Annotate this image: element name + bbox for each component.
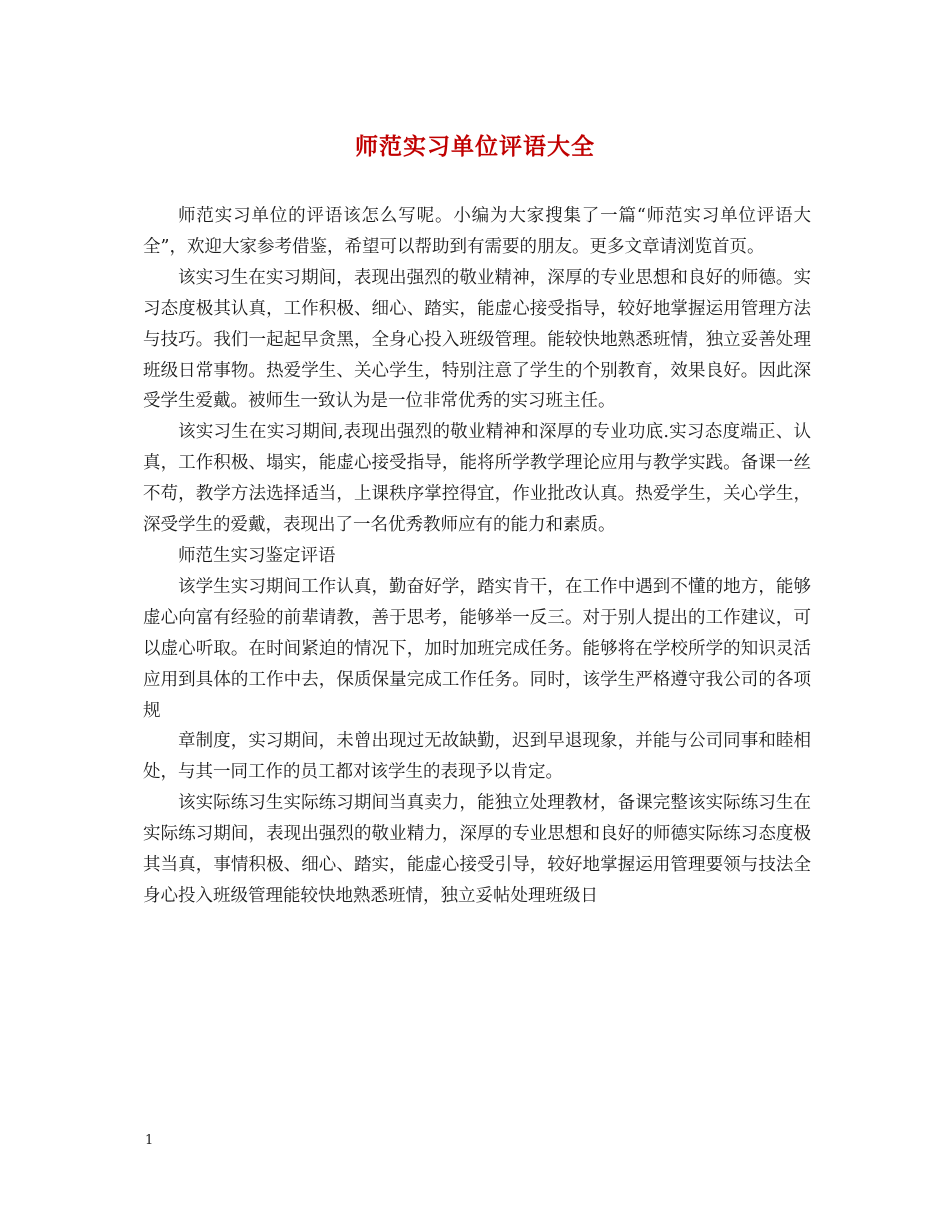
paragraph-evaluation-4: 该实际练习生实际练习期间当真卖力，能独立处理教材，备课完整该实际练习生在实际练习期间，表现出强烈的敬业精力，深厚的专业思想和良好的师德实际练习态度极其当真，事情积极、细心、踏实，能虚心接受引导，较好地掌握运用管理要领与技法全身心投入班级管理能较快地熟悉班情，独立妥帖处理班级日	[143, 793, 811, 906]
paragraph-evaluation-3: 该学生实习期间工作认真，勤奋好学，踏实肯干，在工作中遇到不懂的地方，能够虚心向富有经验的前辈请教，善于思考，能够举一反三。对于别人提出的工作建议，可以虚心听取。在时间紧迫的情况下，加时加班完成任务。能够将在学校所学的知识灵活应用到具体的工作中去，保质保量完成工作任务。同时，该学生严格遵守我公司的各项规	[143, 576, 811, 721]
section-heading: 师范生实习鉴定评语	[178, 545, 336, 566]
paragraph-evaluation-2: 该实习生在实习期间,表现出强烈的敬业精神和深厚的专业功底.实习态度端正、认真，工作积极、塌实，能虚心接受指导，能将所学教学理论应用与教学实践。备课一丝不苟，教学方法选择适当，上课秩序掌控得宜，作业批改认真。热爱学生，关心学生，深受学生的爱戴，表现出了一名优秀教师应有的能力和素质。	[143, 422, 811, 536]
paragraph-intro: 师范实习单位的评语该怎么写呢。小编为大家搜集了一篇“师范实习单位评语大全”，欢迎大家参考借鉴，希望可以帮助到有需要的朋友。更多文章请浏览首页。	[143, 206, 811, 257]
paragraph-evaluation-1: 该实习生在实习期间，表现出强烈的敬业精神，深厚的专业思想和良好的师德。实习态度极其认真，工作积极、细心、踏实，能虚心接受指导，较好地掌握运用管理方法与技巧。我们一起起早贪黑，全身心投入班级管理。能较快地熟悉班情，独立妥善处理班级日常事物。热爱学生、关心学生，特别注意了学生的个别教育，效果良好。因此深受学生爱戴。被师生一致认为是一位非常优秀的实习班主任。	[143, 267, 811, 412]
document-title: 师范实习单位评语大全	[355, 133, 595, 160]
paragraph-evaluation-3-continued: 章制度，实习期间，未曾出现过无故缺勤，迟到早退现象，并能与公司同事和睦相处，与其一同工作的员工都对该学生的表现予以肯定。	[143, 731, 811, 783]
page-number: 1	[145, 1133, 154, 1148]
document-body	[143, 201, 811, 912]
